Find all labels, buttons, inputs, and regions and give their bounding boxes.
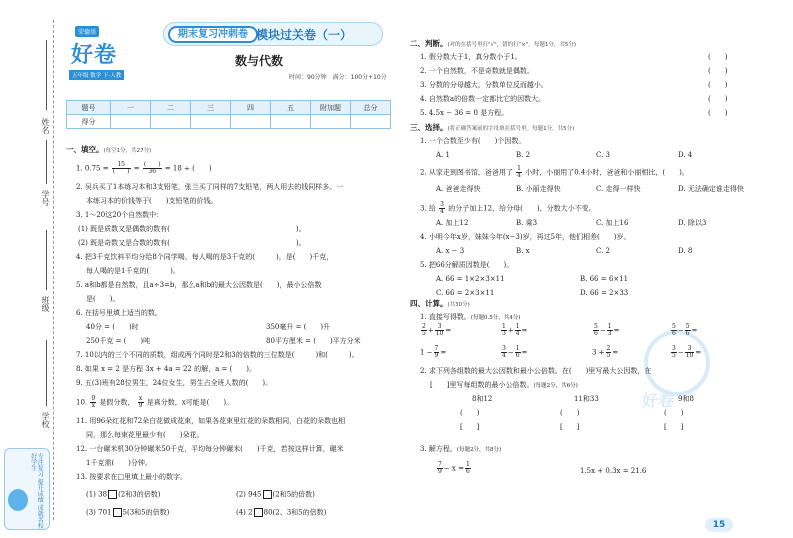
calc-2-line-1: 2. 求下列各组数的最大公因数和最小公倍数。在( )里写最大公因数，在 xyxy=(420,367,652,375)
question-12-line-1: 12. 一台碾米机30分钟碾米50千克，平均每分钟碾米( )千克，若按这样计算，碾米 xyxy=(76,445,344,453)
question-13: 13. 按要求在□里填上最小的数字。 xyxy=(76,473,187,481)
score-header: 附加题 xyxy=(311,101,351,115)
grade-subtitle: 五年级 数学 下·人教 xyxy=(69,70,124,80)
lcm-answer[interactable]: [ ] xyxy=(460,423,480,431)
question-8: 8. 如果 x = 2 是方程 3x + 4a = 22 的解，a = ( )。 xyxy=(76,365,257,373)
numerator: 3 xyxy=(672,345,676,352)
choice-option[interactable]: A. x − 3 xyxy=(436,247,465,255)
denominator: 4 xyxy=(502,352,506,359)
question-6: 6. 在括号里填上适当的数。 xyxy=(76,309,162,317)
fraction xyxy=(439,202,445,215)
choice-option[interactable]: B. 2 xyxy=(516,151,531,159)
question-2-line-1: 2. 吴兵买了1本练习本和3支铅笔，张兰买了同样的7支铅笔，两人用去的钱同样多。一 xyxy=(76,183,344,191)
c3-suffix: 的分子加上12，给分母( )，分数大小不变。 xyxy=(448,204,596,213)
time-score-info: 时间：90分钟 满分：100分+10分 xyxy=(289,74,387,81)
choice-option[interactable]: B. 乘3 xyxy=(516,219,538,227)
judge-answer-paren[interactable]: ( ) xyxy=(708,67,728,75)
section-note: (将正确答案前的字母填在括号里。每题1分，共5分) xyxy=(447,126,575,132)
c2-suffix: 小时，小丽用了0.4小时，爸爸和小丽相比，( )。 xyxy=(525,168,689,177)
choice-5: 5. 把66分解质因数是( )。 xyxy=(420,261,514,269)
school-label: 学校 xyxy=(41,412,50,428)
q13-3-number: (3) 701 xyxy=(86,508,112,517)
oral-calc-row-1: $\frac{2}{5}$ + $\frac{3}{10}$ = xyxy=(422,323,452,337)
numerator: 2 xyxy=(422,323,426,330)
lcm-gcd-group: 11和33 xyxy=(574,395,599,403)
oral-calc-row-1: $\frac{1}{3}$ + $\frac{1}{4}$ = xyxy=(502,323,528,337)
paper-title: 模块过关卷（一） xyxy=(256,28,353,42)
question-4-line-2: 每人喝的是1千克的( )。 xyxy=(86,267,180,275)
score-header: 总分 xyxy=(351,101,391,115)
calc-1 xyxy=(420,314,520,322)
fraction-1-6 xyxy=(515,346,521,359)
score-header: 一 xyxy=(111,101,151,115)
fraction xyxy=(143,162,162,175)
section-note: (每空1分，共27分) xyxy=(103,148,152,154)
id-label: 学号 xyxy=(41,190,50,206)
question-3-2: (2) 既是奇数又是合数的数有( )。 xyxy=(78,239,306,247)
calc-3-title: 3. 解方程。 xyxy=(420,445,457,453)
calc-3 xyxy=(420,446,501,454)
q13-2-condition: (2和5的倍数) xyxy=(272,490,315,499)
choice-option[interactable]: A. 66 = 1×2×3×11 xyxy=(436,275,505,283)
judge-3: 3. 分数的分母越大，分数单位反而越小。 xyxy=(420,81,548,89)
brand-mascot-logo xyxy=(4,448,50,530)
fraction-2-5 xyxy=(421,324,427,337)
q13-2-number: (2) 945 xyxy=(236,490,262,499)
question-5-line-2: 是( )。 xyxy=(86,295,120,303)
lcm-answer[interactable]: [ ] xyxy=(664,423,684,431)
denominator: 5 xyxy=(672,352,676,359)
fraction-2-5 xyxy=(606,346,612,359)
fraction xyxy=(516,166,522,179)
fraction-1-3 xyxy=(501,324,507,337)
section-true-false xyxy=(410,40,576,49)
calc-2-text: [ ]里写每组数的最小公倍数。 xyxy=(430,381,534,389)
score-header: 题号 xyxy=(67,101,111,115)
denominator: 10 xyxy=(435,330,444,337)
oral-calc-row-2: $\frac{3}{5}$ − $\frac{3}{10}$ = xyxy=(672,345,702,359)
mascot-icon xyxy=(8,489,28,511)
digit-box[interactable] xyxy=(254,508,263,517)
brand-tag: 荣德基 xyxy=(75,26,99,37)
right-column xyxy=(410,0,780,538)
denominator: 36 xyxy=(148,168,157,175)
numerator: 1 xyxy=(502,323,506,330)
section-note: (共30分) xyxy=(447,302,470,308)
q1-prefix: 1. 0.75 = xyxy=(76,164,109,173)
cut-line xyxy=(53,20,54,520)
q13-1-number: (1) 38 xyxy=(86,490,108,499)
c3-prefix: 3. 给 xyxy=(420,204,436,213)
judge-answer-paren[interactable]: ( ) xyxy=(708,53,728,61)
question-11-line-1: 11. 用96朵红花和72朵白花做成花束，如果各花束里红花的朵数相同，白花的朵数也相 xyxy=(76,417,346,425)
judge-1: 1. 假分数大于1，真分数小于1。 xyxy=(420,53,522,61)
choice-option[interactable]: D. 无法确定谁走得快 xyxy=(678,185,744,193)
choice-option[interactable]: C. 3 xyxy=(596,151,611,159)
calc-1-title: 1. 直接写得数。 xyxy=(420,313,471,321)
gcd-answer[interactable]: ( ) xyxy=(460,409,480,417)
fraction xyxy=(138,396,144,409)
choice-option[interactable]: A. 1 xyxy=(436,151,450,159)
fraction-3-4 xyxy=(501,346,507,359)
equals: = xyxy=(133,164,140,173)
denominator: 6 xyxy=(685,330,690,337)
question-7: 7. 10以内的三个不同的质数，组成两个同时是2和3的倍数的三位数是( )和( )。 xyxy=(76,351,359,359)
equation-1: $\frac{7}{9}$ − x = $\frac{1}{6}$ xyxy=(438,461,470,475)
numerator: 2 xyxy=(606,345,611,352)
c2-prefix: 2. 从家走到图书馆，爸爸用了 xyxy=(420,168,513,177)
fraction-1-3 xyxy=(607,324,613,337)
name-label: 姓名 xyxy=(41,118,50,134)
q13-4-number: (4) 2 xyxy=(236,508,253,517)
judge-answer-paren[interactable]: ( ) xyxy=(708,81,728,89)
q13-4-condition: 80(2、3和5的倍数) xyxy=(263,508,327,517)
choice-option[interactable]: D. 除以3 xyxy=(678,219,707,227)
denominator: 9 xyxy=(438,468,442,475)
brand-name: 好卷 xyxy=(71,43,118,68)
question-4-line-1: 4. 把3千克饮料平均分给8个同学喝，每人喝的是3千克的( )，是( )千克， xyxy=(76,253,334,261)
numerator: 3 xyxy=(502,345,506,352)
question-3-1: (1) 既是质数又是偶数的数有( )。 xyxy=(78,225,306,233)
score-row-label: 得分 xyxy=(67,115,111,129)
q1-suffix: = 18 ÷ ( ) xyxy=(164,164,212,173)
question-1 xyxy=(76,162,212,175)
numerator: 1 xyxy=(465,461,470,468)
question-3: 3. 1～20这20个自然数中： xyxy=(76,211,164,219)
choice-option[interactable]: D. 8 xyxy=(678,247,693,255)
oral-calc-row-2: 3 + $\frac{2}{5}$ = xyxy=(592,345,619,359)
numerator: 5 xyxy=(672,323,676,330)
lcm-gcd-group: 9和8 xyxy=(678,395,694,403)
calc-2-line-2 xyxy=(430,382,578,390)
page-number: 15 xyxy=(705,518,733,532)
gcd-answer[interactable]: ( ) xyxy=(560,409,580,417)
binding-strip xyxy=(0,0,62,538)
fraction-7-9 xyxy=(434,346,440,359)
section-calculation xyxy=(410,300,470,309)
section-title: 四、计算。 xyxy=(410,299,448,308)
denominator: 5 xyxy=(606,352,611,359)
choice-option[interactable]: C. 2 xyxy=(596,247,611,255)
numerator: 7 xyxy=(438,461,442,468)
judge-answer-paren[interactable]: ( ) xyxy=(708,109,728,117)
lcm-gcd-group: 8和12 xyxy=(472,395,493,403)
question-13-2 xyxy=(236,490,315,499)
subject-title: 数与代数 xyxy=(235,54,284,68)
choice-option[interactable]: B. 小丽走得快 xyxy=(516,185,561,193)
fraction-5-6 xyxy=(593,324,599,337)
series-pill: 期末复习冲刺卷 xyxy=(168,26,258,43)
digit-box[interactable] xyxy=(108,490,117,499)
fraction-1-4 xyxy=(515,324,521,337)
question-5-line-1: 5. a和b都是自然数，且a÷3=b，那么a和b的最大公因数是( )，最小公倍数 xyxy=(76,281,322,289)
numerator: 3 xyxy=(435,324,445,331)
fraction xyxy=(112,162,131,175)
question-13-4 xyxy=(236,508,326,517)
section-title: 一、填空。 xyxy=(66,145,104,154)
score-header: 三 xyxy=(191,101,231,115)
fraction-3-10 xyxy=(435,324,445,337)
numerator: 5 xyxy=(685,323,690,330)
section-choice xyxy=(410,124,574,133)
denominator: x xyxy=(91,402,95,409)
numerator: x xyxy=(138,395,143,402)
brand-watermark xyxy=(632,330,722,418)
choice-option[interactable]: C. 走得一样快 xyxy=(596,185,641,193)
q13-1-condition: (2和3的倍数) xyxy=(118,490,161,499)
denominator: 3 xyxy=(502,330,506,337)
denominator: 6 xyxy=(465,468,470,475)
question-6-item: 250千克 = ( )吨 xyxy=(86,337,151,345)
question-12-line-2: 1千克需( )分钟。 xyxy=(86,459,152,467)
numerator: 3 xyxy=(440,201,444,208)
numerator: 5 xyxy=(594,323,598,330)
numerator: 7 xyxy=(434,345,439,352)
score-header: 四 xyxy=(231,101,271,115)
question-9: 9. 五(3)班有28位男生，24位女生，男生占全班人数的( )。 xyxy=(76,379,273,387)
section-title: 二、判断。 xyxy=(410,39,448,48)
question-2-line-2: 本练习本的价钱等于( )支铅笔的价钱。 xyxy=(86,197,218,205)
numerator: 1 xyxy=(517,165,521,172)
question-10 xyxy=(76,396,233,409)
choice-option[interactable]: D. 66 = 2×33 xyxy=(580,289,629,297)
score-header: 五 xyxy=(271,101,311,115)
denominator: 3 xyxy=(607,330,612,337)
choice-option[interactable]: B. x xyxy=(516,247,530,255)
choice-4: 4. 小明今年x岁，妹妹今年(x−3)岁，再过5年，他们相差( )岁。 xyxy=(420,233,631,241)
q13-3-condition: 5(3和5的倍数) xyxy=(122,508,170,517)
calc-3-note: (每题2分，共8分) xyxy=(456,447,502,453)
question-6-item: 40分 = ( )时 xyxy=(86,323,139,331)
section-title: 三、选择。 xyxy=(410,123,448,132)
gcd-answer[interactable]: ( ) xyxy=(664,409,684,417)
digit-box[interactable] xyxy=(263,490,272,499)
choice-option[interactable]: A. 爸爸走得快 xyxy=(436,185,481,193)
denominator: 4 xyxy=(440,208,444,215)
judge-5: 5. 4.5x − 36 = 0 是方程。 xyxy=(420,109,509,117)
choice-option[interactable]: C. 66 = 2×3×11 xyxy=(436,289,495,297)
denominator: 10 xyxy=(685,352,694,359)
watermark-ring-icon xyxy=(644,330,710,396)
left-column xyxy=(66,0,396,538)
denominator: 9 xyxy=(138,402,143,409)
oral-calc-row-1: $\frac{5}{6}$ − $\frac{1}{3}$ = xyxy=(594,323,620,337)
numerator: ( ) xyxy=(143,161,161,168)
numerator: 1 xyxy=(515,345,520,352)
id-blank[interactable] xyxy=(46,140,47,184)
choice-2 xyxy=(420,166,689,179)
calc-2-note: (每题2分，共6分) xyxy=(533,383,578,389)
digit-box[interactable] xyxy=(113,508,122,517)
lcm-answer[interactable]: [ ] xyxy=(560,423,580,431)
question-6-item: 80平方厘米 = ( )平方分米 xyxy=(266,337,361,345)
question-13-1 xyxy=(86,490,160,499)
oral-calc-row-2: 1 − $\frac{7}{9}$ = xyxy=(420,345,447,359)
oral-calc-row-1: $\frac{5}{6}$ − $\frac{5}{6}$ = xyxy=(672,323,698,337)
numerator: 15 xyxy=(112,162,131,169)
section-fill-in xyxy=(66,146,151,155)
score-header: 二 xyxy=(151,101,191,115)
denominator: ( ) xyxy=(112,168,130,175)
section-note: (对的在括号里打"√"，错的打"×"。每题1分，共5分) xyxy=(447,42,577,48)
q10-prefix: 10. xyxy=(76,398,88,407)
watermark-text: 好卷 xyxy=(642,391,675,410)
calc-1-note: (每题0.5分，共4分) xyxy=(470,315,521,321)
numerator: 9 xyxy=(91,395,96,402)
denominator: 4 xyxy=(515,330,520,337)
name-blank[interactable] xyxy=(46,40,47,110)
numerator: 1 xyxy=(607,323,612,330)
choice-option[interactable]: B. 66 = 6×11 xyxy=(580,275,629,283)
q10-suffix: 是真分数，x可能是( )。 xyxy=(146,398,234,407)
denominator: 9 xyxy=(434,352,439,359)
question-13-3 xyxy=(86,508,169,517)
question-6-item: 350毫升 = ( )升 xyxy=(266,323,331,331)
fraction-1-6 xyxy=(465,462,471,475)
oral-calc-row-2: $\frac{3}{4}$ − $\frac{1}{6}$ = xyxy=(502,345,528,359)
class-label: 班级 xyxy=(41,296,50,312)
school-blank[interactable] xyxy=(46,340,47,406)
fraction-7-9 xyxy=(437,462,443,475)
logo-text: 专注复习 提升成绩 成就名校好学生 xyxy=(29,453,44,529)
choice-3 xyxy=(420,202,596,215)
judge-answer-paren[interactable]: ( ) xyxy=(708,95,728,103)
denominator: 6 xyxy=(515,352,520,359)
q10-middle: 是假分数， xyxy=(99,398,135,407)
choice-option[interactable]: C. 加上16 xyxy=(596,219,629,227)
class-blank[interactable] xyxy=(46,230,47,290)
judge-4: 4. 自然数a的倍数一定都比它的因数大。 xyxy=(420,95,546,103)
judge-2: 2. 一个自然数，不是奇数就是偶数。 xyxy=(420,67,534,75)
choice-1: 1. 一个合数至少有( )个因数。 xyxy=(420,137,526,145)
denominator: 5 xyxy=(422,330,426,337)
denominator: 4 xyxy=(517,172,521,179)
choice-option[interactable]: D. 4 xyxy=(678,151,693,159)
numerator: 3 xyxy=(685,346,695,353)
question-11-line-2: 同，那么每束花里最少有( )朵花。 xyxy=(86,431,204,439)
numerator: 1 xyxy=(515,323,520,330)
choice-option[interactable]: A. 加上12 xyxy=(436,219,469,227)
fraction xyxy=(90,396,96,409)
denominator: 6 xyxy=(672,330,676,337)
equation-2: 1.5x + 0.3x = 21.6 xyxy=(580,467,647,475)
denominator: 6 xyxy=(594,330,598,337)
